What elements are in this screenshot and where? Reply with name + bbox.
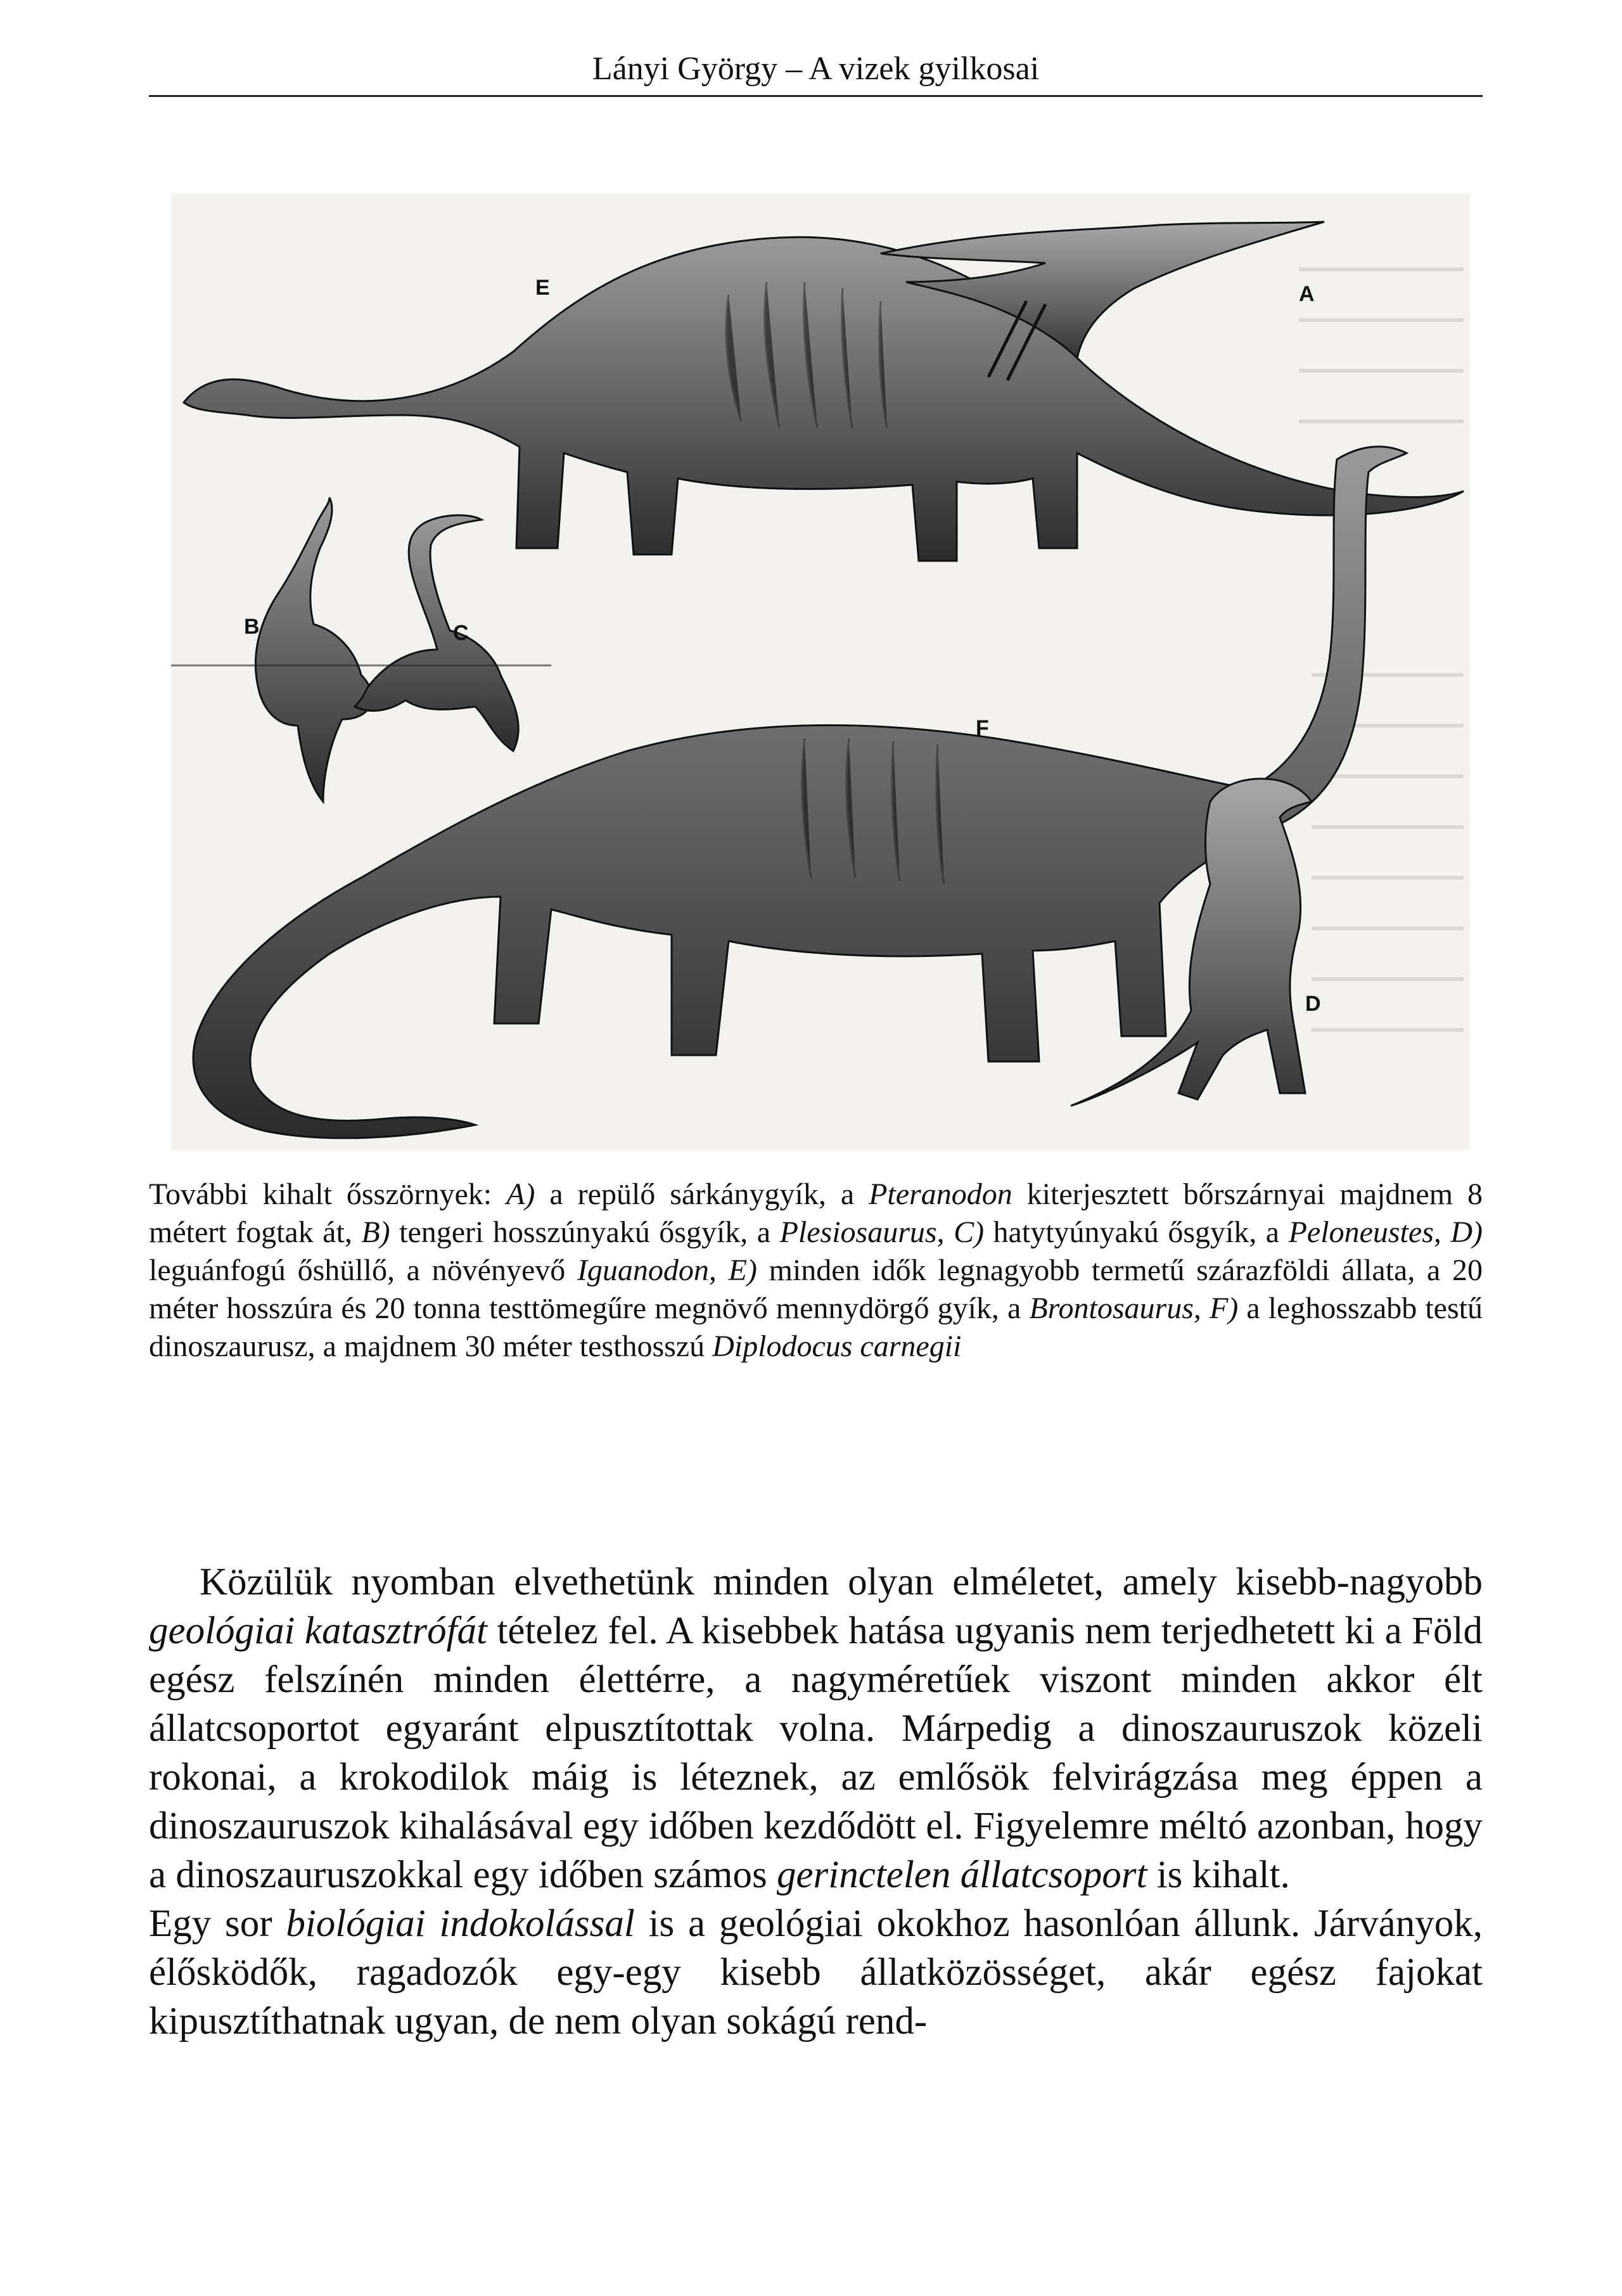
body-text-run: is a geológiai okokhoz hasonlóan állunk. Járványok, élősködők, ragadozók egy-egy kisebb állatközösséget, akár egész fajokat kipusztíthatnak ugyan, de nem olyan sokágú rend- (149, 1902, 1483, 2043)
figure-label-a: A (1299, 282, 1315, 306)
caption-text: a leghosszabb testű dinoszaurusz, a majdnem 30 méter testhosszú (149, 1292, 1483, 1363)
caption-text: hatytyúnyakú ősgyík, a (984, 1215, 1289, 1249)
body-paragraph-2 (149, 1899, 1483, 2046)
figure-label-d: D (1305, 992, 1321, 1016)
caption-text: minden idők legnagyobb termetű szárazföldi állata, a 20 méter hosszúra és 20 tonna testtömegűre megnövő mennydörgő gyík, a (149, 1254, 1483, 1325)
body-paragraph-1 (149, 1558, 1483, 1899)
caption-italic: Iguanodon, E) (577, 1254, 757, 1287)
plesiosaurus-drawing (255, 497, 371, 802)
figure-label-f: F (976, 716, 989, 740)
dinosaur-drawing (171, 193, 1470, 1150)
brontosaurus-drawing (184, 237, 1464, 561)
caption-paragraph (149, 1176, 1483, 1366)
caption-text: tengeri hosszúnyakú ősgyík, a (390, 1215, 780, 1249)
figure-label-c: C (453, 621, 469, 645)
dinosaur-illustration (171, 193, 1470, 1150)
caption-italic: Plesiosaurus, C) (779, 1215, 985, 1249)
body-italic-run: gerinctelen állatcsoport (776, 1854, 1147, 1896)
caption-text: leguánfogú őshüllő, a növényevő (149, 1254, 577, 1287)
caption-italic: A) (506, 1177, 535, 1211)
caption-text: kiterjesztett bőrszárnyai majdnem 8 métert fogtak át, (149, 1177, 1483, 1249)
running-title: Lányi György – A vizek gyilkosai (592, 51, 1040, 87)
body-text-run: tételez fel. A kisebbek hatása ugyanis nem terjedhetett ki a Föld egész felszínén minden élettérre, a nagyméretűek viszont minden akkor élt állatcsoportot egyaránt elpusztítottak volna. Márpedig a dinoszauruszok közeli rokonai, a krokodilok máig is léteznek, az emlősök felvirágzása meg éppen a dinoszauruszok kihalásával egy időben kezdődött el. Figyelemre méltó azonban, hogy a dinoszauruszokkal egy időben számos (149, 1610, 1483, 1896)
body-italic-run: biológiai indokolással (286, 1902, 635, 1945)
page-header (149, 46, 1483, 97)
background-texture (1299, 269, 1464, 1030)
caption-text: További kihalt ősszörnyek: (149, 1177, 507, 1211)
body-text-run: Egy sor (149, 1902, 286, 1945)
figure-caption (149, 1176, 1483, 1366)
caption-italic: B) (361, 1215, 390, 1249)
caption-italic: Peloneustes, D) (1288, 1215, 1483, 1249)
body-text-run: Közülük nyomban elvethetünk minden olyan elméletet, amely kisebb-nagyobb (200, 1561, 1483, 1603)
caption-italic: Pteranodon (869, 1177, 1012, 1211)
body-italic-run: geológiai katasztrófát (149, 1610, 487, 1652)
caption-text: a repülő sárkánygyík, a (535, 1177, 869, 1211)
body-text (149, 1558, 1483, 2046)
caption-italic: Diplodocus carnegii (712, 1330, 962, 1363)
body-text-run: is kihalt. (1147, 1854, 1290, 1896)
figure-label-b: B (244, 615, 260, 639)
caption-italic: Brontosaurus, F) (1029, 1292, 1239, 1325)
figure-label-e: E (535, 276, 550, 300)
